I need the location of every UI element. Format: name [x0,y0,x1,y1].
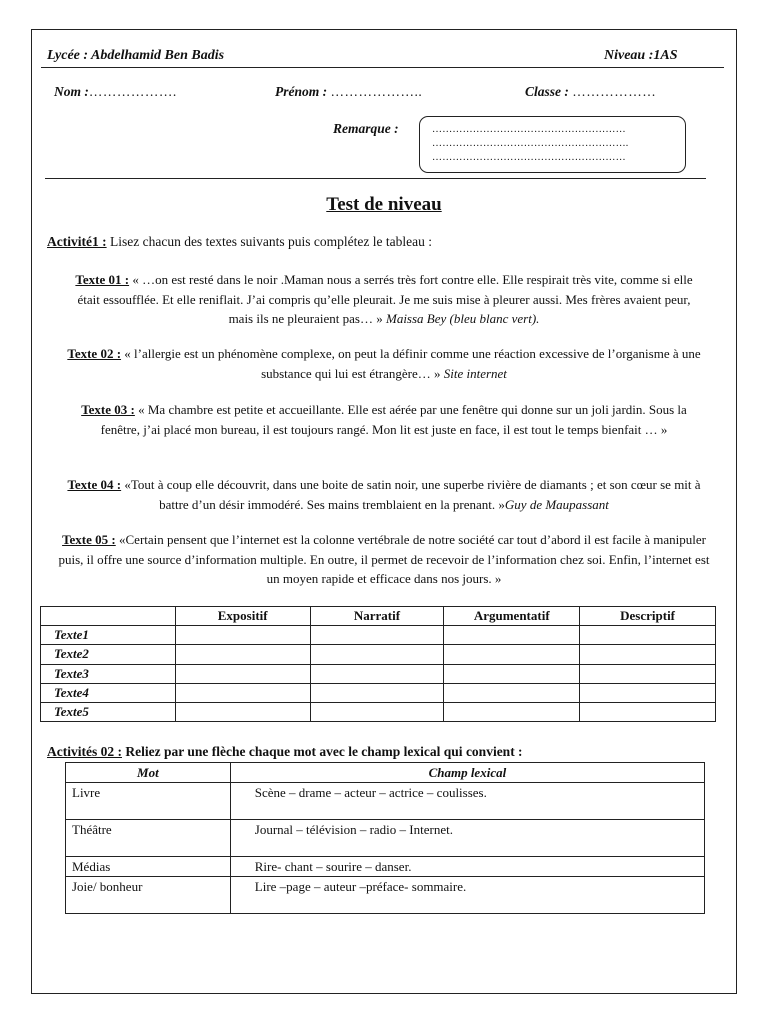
texte-label: Texte 04 : [67,477,122,492]
mot-cell: Livre [66,783,231,820]
header-divider [41,67,724,68]
texte-source: Site internet [443,365,507,381]
school-line [47,48,224,64]
texte-label: Texte 05 : [62,532,116,547]
level-label: Niveau : [604,48,654,63]
level-value: 1AS [653,48,678,63]
table-row[interactable] [66,857,705,877]
texte-source: Maissa Bey (bleu blanc vert). [385,311,540,326]
row-label: Texte4 [41,683,176,702]
texte-label: Texte 02 : [67,346,122,361]
classe-dots: ……………… [572,84,657,99]
texte-01 [46,270,722,329]
table-header-row [41,607,716,626]
answer-cell[interactable] [175,702,310,721]
answer-cell[interactable] [444,645,580,664]
texte-label: Texte 03 : [81,402,135,417]
texte-05 [46,530,722,589]
champ-cell: Scène – drame – acteur – actrice – coulisses. [230,783,704,820]
answer-cell[interactable] [175,683,310,702]
nom-label: Nom : [54,84,89,99]
table-header-cell: Narratif [310,607,444,626]
classification-table [40,606,716,722]
answer-cell[interactable] [580,645,716,664]
answer-cell[interactable] [580,664,716,683]
texte-04 [46,475,722,514]
answer-cell[interactable] [310,626,444,645]
table-row[interactable] [66,820,705,857]
prenom-label: Prénom : [275,84,328,99]
answer-cell[interactable] [580,626,716,645]
row-label: Texte3 [41,664,176,683]
remarque-label: Remarque : [333,121,399,136]
champ-cell: Rire- chant – sourire – danser. [230,857,704,877]
answer-cell[interactable] [310,664,444,683]
prenom-field[interactable] [275,84,422,100]
level-line [604,48,678,64]
activity2-instruction: Reliez par une flèche chaque mot avec le champ lexical qui convient : [121,744,523,759]
table-row[interactable] [66,783,705,820]
school-name: Abdelhamid Ben Badis [91,48,225,63]
table-row [41,702,716,721]
fields-divider [45,178,706,179]
classe-field[interactable] [525,84,656,100]
answer-cell[interactable] [580,702,716,721]
answer-cell[interactable] [175,645,310,664]
table-row [41,664,716,683]
table-header-cell: Mot [66,763,231,783]
answer-cell[interactable] [444,664,580,683]
remarque-line: …………………………………………………. [432,138,629,149]
champ-cell: Lire –page – auteur –préface- sommaire. [230,877,704,914]
classe-label: Classe : [525,84,569,99]
activity1-label: Activité1 : [47,234,107,249]
activity2-heading [47,744,523,760]
table-header-cell: Argumentatif [444,607,580,626]
table-header-cell [41,607,176,626]
remarque-box[interactable] [419,116,686,173]
texte-body: «Certain pensent que l’internet est la colonne vertébrale de notre société car tout d’abord il est facile à manipuler puis, il offre une source d’information multiple. En outre, il permet de recevoir de l’information chez soi. Enfin, l’internet est un moyen rapide et efficace dans nos jours. » [58,532,710,586]
table-row [41,626,716,645]
page-title: Test de niveau [326,194,442,215]
mot-cell: Théâtre [66,820,231,857]
row-label: Texte2 [41,645,176,664]
activity1-instruction: Lisez chacun des textes suivants puis complétez le tableau : [106,234,433,249]
texte-body: « Ma chambre est petite et accueillante. Elle est aérée par une fenêtre qui donne sur un joli jardin. Sous la fenêtre, j’ai placé mon bureau, il est toujours rangé. Mon lit est juste en face, il est tout le temps bienfait … » [100,402,687,437]
champ-cell: Journal – télévision – radio – Internet. [230,820,704,857]
table-row [41,645,716,664]
texte-source: Guy de Maupassant [504,496,609,512]
school-label: Lycée : [47,48,89,63]
row-label: Texte5 [41,702,176,721]
answer-cell[interactable] [310,645,444,664]
texte-body: « l’allergie est un phénomène complexe, on peut la définir comme une réaction excessive de l’organisme à une substance qui lui est étrangère… » [121,346,701,381]
remarque-line: ………………………………………………… [432,152,626,163]
prenom-dots: ……………….. [330,84,423,99]
table-row[interactable] [66,877,705,914]
nom-dots: ………………. [88,84,177,99]
mot-cell: Médias [66,857,231,877]
answer-cell[interactable] [580,683,716,702]
activity2-label: Activités 02 : [47,744,122,759]
texte-body: «Tout à coup elle découvrit, dans une boite de satin noir, une superbe rivière de diamants ; et son cœur se mit à battre d’un désir immodéré. Ses mains tremblaient en la prenant. » [121,477,701,512]
answer-cell[interactable] [175,626,310,645]
table-header-cell: Descriptif [580,607,716,626]
table-row [41,683,716,702]
texte-body: « …on est resté dans le noir .Maman nous a serrés très fort contre elle. Elle respirait très vite, comme si elle était essoufflée. Et elle reniflait. J’ai compris qu’elle pleurait. Je me suis mise à pleurer aussi. Mes frères avaient peur, mais ils ne pleuraient pas… » [77,272,693,326]
remarque-line: ………………………………………………… [432,124,626,135]
texte-label: Texte 01 : [75,272,130,287]
texte-03 [46,400,722,439]
answer-cell[interactable] [444,626,580,645]
nom-field[interactable] [54,84,177,100]
answer-cell[interactable] [310,702,444,721]
answer-cell[interactable] [444,702,580,721]
table-header-cell: Expositif [175,607,310,626]
answer-cell[interactable] [175,664,310,683]
table-header-cell: Champ lexical [230,763,704,783]
mot-cell: Joie/ bonheur [66,877,231,914]
lexical-field-table [65,762,705,914]
activity1-heading [47,234,432,250]
table-header-row [66,763,705,783]
answer-cell[interactable] [310,683,444,702]
texte-02 [46,344,722,383]
row-label: Texte1 [41,626,176,645]
answer-cell[interactable] [444,683,580,702]
